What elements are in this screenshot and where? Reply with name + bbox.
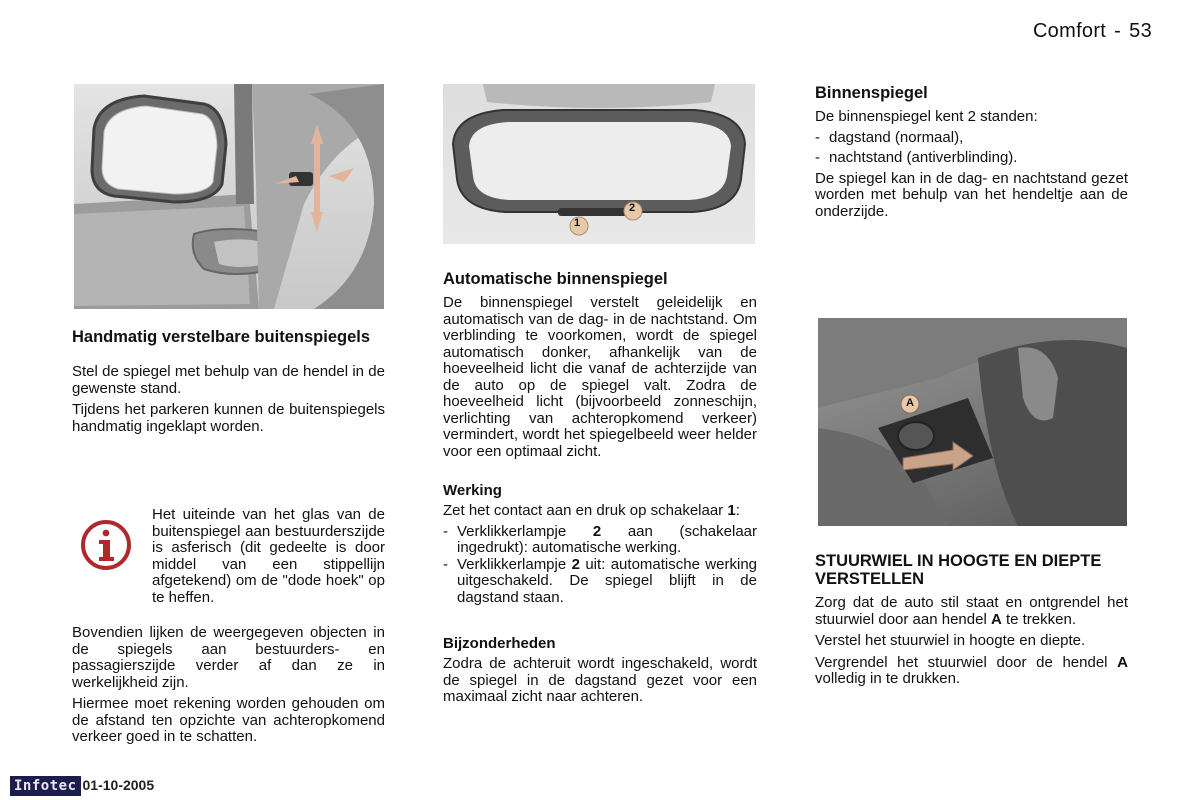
list-item: - nachtstand (antiverblinding).: [815, 150, 1128, 167]
paragraph: Zodra de achteruit wordt ingeschakeld, wordt de spiegel in de dagstand gezet voor een maximaal zicht naar achteren.: [443, 655, 757, 705]
door-mirror-illustration: [74, 84, 384, 309]
lever-label: A: [1117, 653, 1128, 671]
list-item: - dagstand (normaal),: [815, 130, 1128, 147]
print-date: 01-10-2005: [82, 777, 155, 793]
subheading-werking: Werking: [443, 482, 502, 499]
page-number: 53: [1129, 20, 1152, 42]
brand-logo: Infotec: [10, 776, 81, 796]
paragraph: Verstel het stuurwiel in hoogte en diepte.: [815, 632, 1086, 649]
section-heading-auto-mirror: Automatische binnenspiegel: [443, 270, 668, 288]
column-right: [815, 84, 1128, 220]
callout-a: A: [906, 397, 914, 409]
text-run: Verklikkerlampje: [457, 555, 572, 573]
text-run: uit: automatische werking uitgeschakeld. De spiegel blijft in de dagstand staan.: [457, 555, 757, 606]
paragraph: De binnenspiegel verstelt geleidelijk en automatisch van de dag- in de nachtstand. Om verblinding te voorkomen, wordt de spiegel automatisch donker, afhankelijk van de hoeveelheid licht die vanaf de achterzijde van de auto op de spiegel valt. Zodra de hoeveelheid licht (bijvoorbeeld zonneschijn, verlichting van achteropkomend verkeer) vermindert, wordt het spiegelbeeld weer helder voor een optimaal zicht.: [443, 294, 757, 460]
rearview-mirror-illustration: [443, 84, 755, 244]
section-title: Comfort: [1032, 20, 1107, 42]
paragraph: Tijdens het parkeren kunnen de buitenspiegels handmatig ingeklapt worden.: [72, 401, 385, 435]
paragraph: Hiermee moet rekening worden gehouden om de afstand ten opzichte van achteropkomend verkeer goed in te schatten.: [72, 695, 385, 745]
subheading-bijzonderheden: Bijzonderheden: [443, 635, 556, 652]
paragraph-werking: [443, 503, 757, 520]
text-run: :: [735, 502, 740, 519]
werking-list: [443, 524, 757, 607]
paragraph: De binnenspiegel kent 2 standen:: [815, 108, 1038, 125]
section-heading-steering-wheel: STUURWIEL IN HOOGTE EN DIEPTE VERSTELLEN: [815, 552, 1102, 588]
door-mirror-drawing: [74, 84, 384, 309]
section-heading-outside-mirrors: Handmatig verstelbare buitenspiegels: [72, 328, 371, 346]
list-item: [443, 524, 757, 557]
note-text: Het uiteinde van het glas van de buitenspiegel aan bestuurderszijde is asferisch (dit gedeelte is door middel van een stippellijn afgetekend) om de "dode hoek" op te heffen.: [152, 506, 385, 606]
paragraph: Bovendien lijken de weergegeven objecten in de spiegels aan bestuurders- en passagierszijde verder af dan ze in werkelijkheid zijn.: [72, 624, 385, 691]
text-run: Zet het contact aan en druk op schakelaar: [443, 502, 728, 519]
steering-lever-illustration: [818, 318, 1127, 526]
lamp-number: 2: [571, 555, 580, 573]
page-header: [1033, 20, 1152, 43]
list-item: [443, 557, 757, 607]
text-run: Zorg dat de auto stil staat en ontgrendel het stuurwiel door aan hendel: [815, 594, 1128, 628]
section-heading-inside-mirror: Binnenspiegel: [815, 84, 928, 102]
paragraph: [815, 595, 1128, 628]
mirror-modes-list: [815, 130, 1128, 167]
lamp-number: 2: [592, 522, 602, 540]
paragraph: De spiegel kan in de dag- en nachtstand gezet worden met behulp van het hendeltje aan de onderzijde.: [815, 169, 1128, 220]
lever-label: A: [990, 610, 1002, 628]
text-run: aan (schakelaar ingedrukt): automatische werking.: [457, 522, 758, 556]
column-left: [72, 328, 385, 435]
callout-1: 1: [574, 217, 581, 229]
paragraph: [815, 655, 1128, 688]
column-right-lower: [815, 552, 1128, 688]
paragraph: Stel de spiegel met behulp van de hendel in de gewenste stand.: [72, 363, 385, 397]
column-left-lower: [72, 625, 385, 746]
column-middle: [443, 270, 757, 706]
text-run: Vergrendel het stuurwiel door de hendel: [815, 653, 1118, 671]
header-separator: -: [1114, 20, 1122, 42]
text-run: Verklikkerlampje: [457, 522, 593, 540]
callout-2: 2: [629, 202, 636, 214]
note-block: [72, 507, 385, 606]
page-footer: [10, 776, 154, 796]
text-run: te trekken.: [1001, 610, 1076, 628]
switch-number: 1: [727, 502, 736, 519]
rearview-mirror-drawing: [443, 84, 755, 244]
steering-lever-drawing: [818, 318, 1127, 526]
text-run: volledig in te drukken.: [815, 670, 961, 687]
